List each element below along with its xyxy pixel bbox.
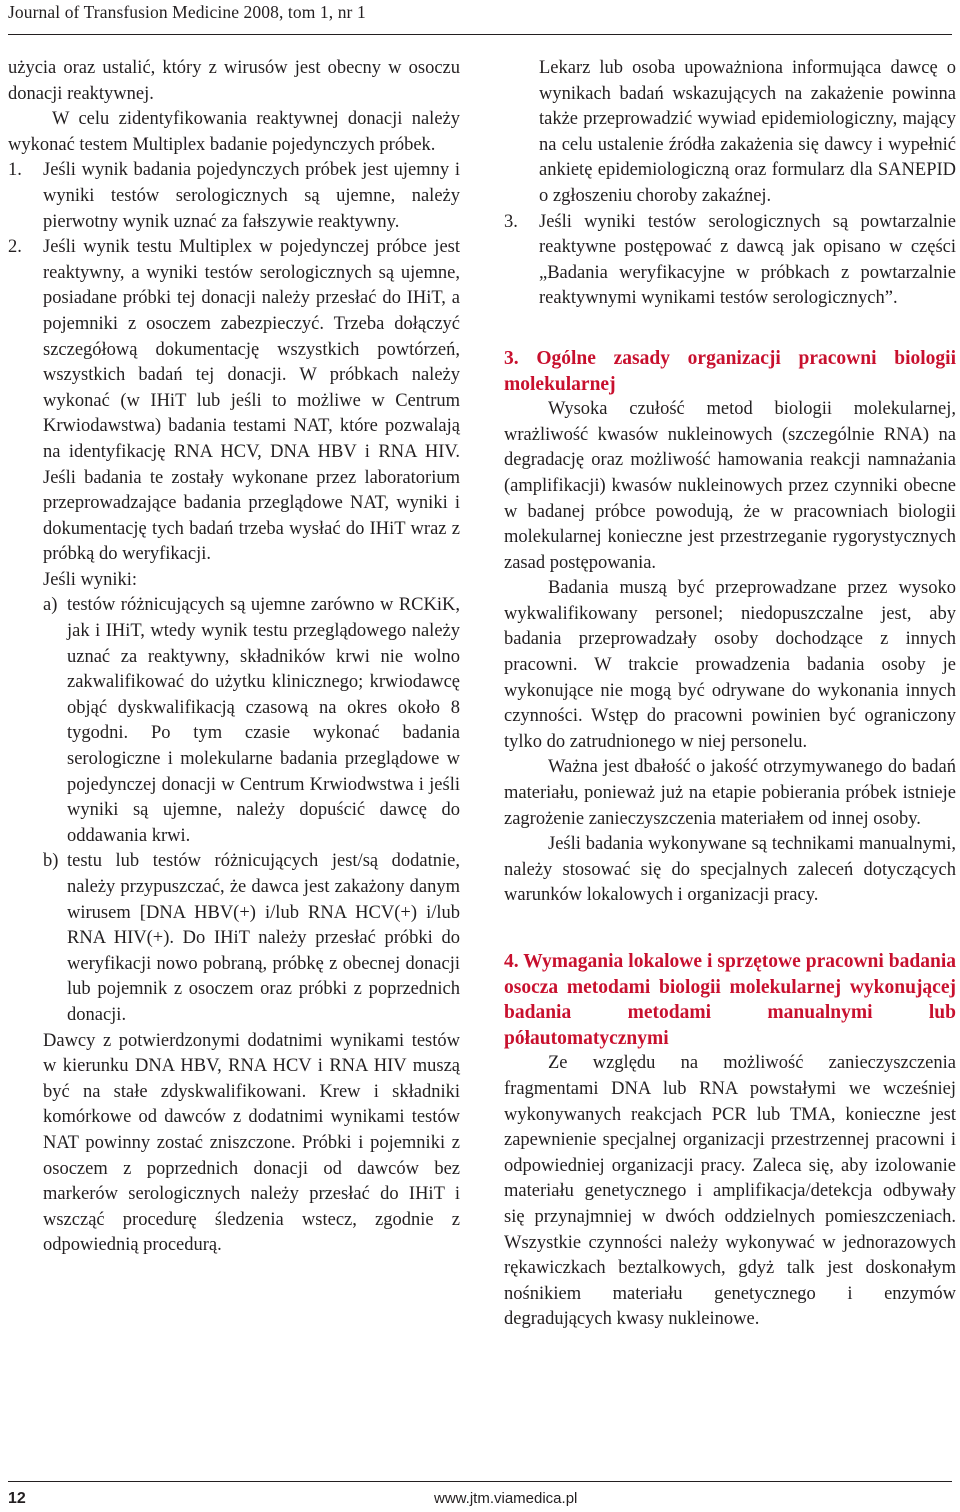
list-item [8,158,460,235]
list-number: 1. [8,160,22,181]
list-item-text: Jeśli wynik badania pojedynczych próbek jest ujemny i wyniki testów serologicznych są ujemne, należy pierwotny wynik uznać za fałszywie reaktywny. [43,160,460,232]
list-item-text: Jeśli wyniki testów serologicznych są powtarzalnie reaktywne postępować z dawcą jak opisano w części „Badania weryfikacyjne w próbkach z powtarzalnie reaktywnymi wynikami testów serologicznych”. [539,211,956,309]
paragraph: Jeśli badania wykonywane są technikami manualnymi, należy stosować się do specjalnych zaleceń dotyczących warunków lokalowych i organizacji pracy. [504,834,956,906]
section-heading: 3. Ogólne zasady organizacji pracowni biologii molekularnej [504,347,956,395]
right-column [504,56,956,1333]
left-column [8,56,460,1259]
list-item [8,235,460,568]
paragraph: Lekarz lub osoba upoważniona informująca dawcę o wynikach badań wskazujących na zakażenie powinna także przeprowadzić wywiad epidemiologiczny, mający na celu ustalenie źródła zakażenia się dawcy i wypełnić ankietę epidemiologiczną oraz formularz dla SANEPID o zgłoszeniu choroby zakaźnej. [539,58,956,206]
list-number: 3. [504,211,518,232]
list-item-text: Jeśli wynik testu Multiplex w pojedynczej próbce jest reaktywny, a wyniki testów serologicznych są ujemne, posiadane próbki tej donacji należy przesłać do IHiT, a pojemniki z osoczem zabezpieczyć. Trzeba dołączyć szczegółową dokumentację wszystkich powtórzeń, wszystkich badań tej donacji. W próbkach należy wykonać (w IHiT lub jeśli to możliwe w Centrum Krwiodawstwa) badania testami NAT, które pozwalają na identyfikację RNA HCV, DNA HBV i RNA HIV. Jeśli badania te zostały wykonane przez laboratorium przeprowadzające badania przeglądowe NAT, wyniki i dokumentację tych badań trzeba wysłać do IHiT wraz z próbką do weryfikacji. [43,237,460,565]
journal-title: Journal of Transfusion Medicine 2008, tom 1, nr 1 [8,2,366,22]
section-heading: 4. Wymagania lokalowe i sprzętowe pracowni badania osocza metodami biologii molekularnej wykonującej badania metodami manualnymi lub półautomatycznymi [504,951,956,1049]
spacer [504,909,956,949]
sub-item-text: testu lub testów różnicujących jest/są dodatnie, należy przypuszczać, że dawca jest zakażony danym wirusem [DNA HBV(+) i/lub RNA HCV(+) i/lub RNA HIV(+). Do IHiT należy przesłać próbki do weryfikacji nowo pobraną, próbkę z obecnej donacji lub pojemnik z osoczem oraz próbki z poprzednich donacji. [67,851,460,1025]
journal-url: www.jtm.viamedica.pl [434,1490,578,1507]
page-number: 12 [8,1490,26,1507]
sub-item-text: testów różnicujących są ujemne zarówno w RCKiK, jak i IHiT, wtedy wynik testu przeglądowego należy uznać za reaktywny, składników krwi nie wolno zakwalifikować do użytku klinicznego; krwiodawcę objąć dyskwalifikacją czasową na okres około 8 tygodni. Po tym czasie wykonać badania serologiczne i molekularne badania przeglądowe w pojedynczej donacji w Centrum Krwiodwstwa i jeśli wyniki są ujemne, należy dopuścić dawcę do oddawania krwi. [67,595,460,846]
page-footer [8,1481,952,1512]
paragraph: Ważna jest dbałość o jakość otrzymywanego do badań materiału, ponieważ już na etapie pobierania próbek istnieje zagrożenie zanieczyszczenia materiałem od innej osoby. [504,757,956,829]
sub-item [43,849,460,1028]
spacer [504,312,956,346]
paragraph: W celu zidentyfikowania reaktywnej donacji należy wykonać testem Multiplex badanie pojedynczych próbek. [8,109,460,155]
paragraph: Badania muszą być przeprowadzane przez wysoko wykwalifikowany personel; niedopuszczalne jest, aby badania przeprowadzały osoby dochodzące z innych pracowni. W trakcie prowadzenia badania osoby je wykonujące nie mogą być odrywane do wykonania innych czynności. Wstęp do pracowni powinien być ograniczony tylko do zatrudnionego w niej personelu. [504,578,956,752]
sub-item-label: a) [43,595,58,616]
paragraph: Dawcy z potwierdzonymi dodatnimi wynikami testów w kierunku DNA HBV, RNA HCV i RNA HIV muszą być na stałe zdyskwalifikowani. Krew i składniki komórkowe od dawców z dodatnimi wynikami testów NAT powinny zostać zniszczone. Próbki i pojemniki z osoczem z poprzednich donacji od dawców bez markerów serologicznych należy przesłać do IHiT i wszcząć procedurę śledzenia wstecz, zgodnie z odpowiednią procedurą. [43,1030,460,1256]
running-header [8,0,952,35]
sub-list [8,593,460,1028]
sub-list-body [43,593,460,1028]
paragraph: Ze względu na możliwość zanieczyszczenia fragmentami DNA lub RNA powstałymi we wcześniej wykonywanych reakcjach PCR lub TMA, konieczne jest zapewnienie specjalnej organizacji przestrzennej pracowni i odpowiedniej organizacji pracy. Zaleca się, aby izolowanie materiału genetycznego i amplifikacja/detekcja odbywały się przynajmniej w dwóch oddzielnych pomieszczeniach. Wszystkie czynności należy wykonywać w jednorazowych rękawiczkach beztalkowych, gdyż talk jest doskonałym nośnikiem materiału genetycznego i enzymów degradujących kwasy nukleinowe. [504,1053,956,1330]
sub-item-label: b) [43,851,59,872]
paragraph: Wysoka czułość metod biologii molekularnej, wrażliwość kwasów nukleinowych (szczególnie RNA) na degradację oraz możliwość hamowania reakcji namnażania (amplifikacji) kwasów nukleinowych przez czynniki obecne w badanej próbce powodują, że w pracowniach biologii molekularnej konieczne jest przestrzeganie rygorystycznych zasad postępowania. [504,399,956,573]
results-lead: Jeśli wyniki: [43,569,138,590]
spacer [8,593,43,1028]
sub-item [43,593,460,849]
list-item [504,210,956,312]
paragraph: użycia oraz ustalić, który z wirusów jest obecny w osoczu donacji reaktywnej. [8,58,460,104]
list-number: 2. [8,237,22,258]
